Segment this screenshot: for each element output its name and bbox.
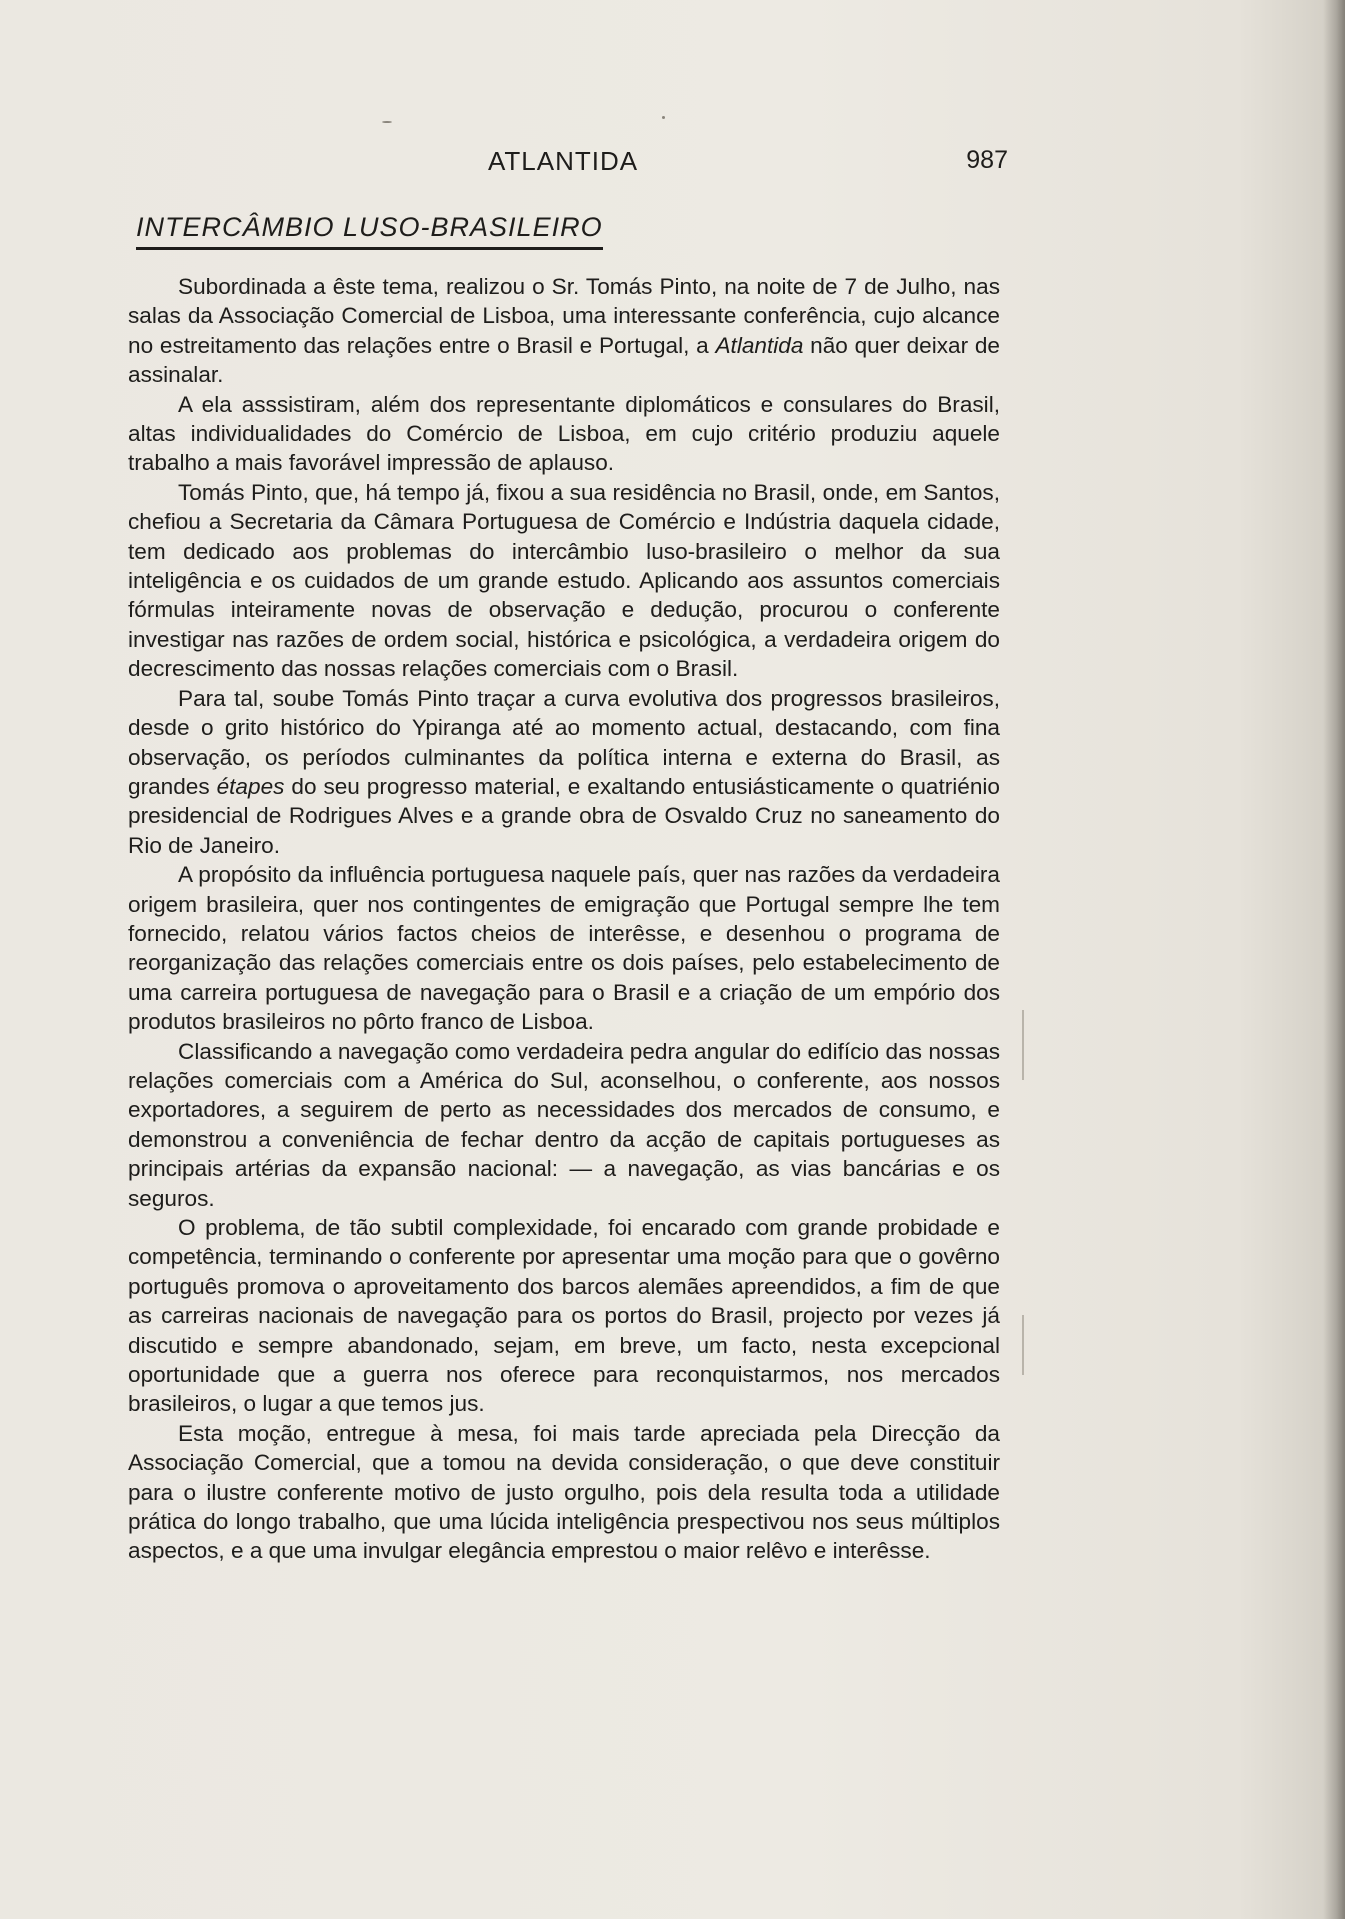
paragraph: A propósito da influência portuguesa naquele país, quer nas razões da verdadeira origem brasileira, quer nos contingentes de emigração que Portugal sempre lhe tem fornecido, relatou vários factos cheios de interêsse, e desenhou o programa de reorganização das relações comerciais entre os dois países, pelo estabelecimento de uma carreira portuguesa de navegação para o Brasil e a criação de um empório dos produtos brasileiros no pôrto franco de Lisboa. [128, 862, 1000, 1035]
print-speck [662, 116, 665, 119]
margin-mark [1022, 1010, 1024, 1080]
paragraph: A ela asssistiram, além dos representante diplomáticos e consulares do Brasil, altas individualidades do Comércio de Lisboa, em cujo critério produziu aquele trabalho a mais favorável impressão de aplauso. [128, 391, 1000, 476]
paragraph: Esta moção, entregue à mesa, foi mais tarde apreciada pela Direcção da Associação Comercial, que a tomou na devida consideração, o que deve constituir para o ilustre conferente motivo de justo orgulho, pois dela resulta toda a utilidade prática do longo trabalho, que uma lúcida inteligência prespectivou nos seus múltiplos aspectos, e a que uma invulgar elegância emprestou o maior relêvo e interêsse. [128, 1420, 1000, 1564]
paragraph: Para tal, soube Tomás Pinto traçar a curva evolutiva dos progressos brasileiros, desde o grito histórico do Ypiranga até ao momento actual, destacando, com fina observação, os períodos culminantes da política interna e externa do Brasil, as grandes étapes do seu progresso material, e exaltando entusiásticamente o quatriénio presidencial de Rodrigues Alves e a grande obra de Osvaldo Cruz no saneamento do Rio de Janeiro. [128, 685, 1000, 858]
paragraph: Tomás Pinto, que, há tempo já, fixou a sua residência no Brasil, onde, em Santos, chefiou a Secretaria da Câmara Portuguesa de Comércio e Indústria daquela cidade, tem dedicado aos problemas do intercâmbio luso-brasileiro o melhor da sua inteligência e os cuidados de um grande estudo. Aplicando aos assuntos comerciais fórmulas inteiramente novas de observação e dedução, procurou o conferente investigar nas razões de ordem social, histórica e psicológica, a verdadeira origem do decrescimento das nossas relações comerciais com o Brasil. [128, 479, 1000, 682]
paragraph: Subordinada a êste tema, realizou o Sr. Tomás Pinto, na noite de 7 de Julho, nas salas da Associação Comercial de Lisboa, uma interessante conferência, cujo alcance no estreitamento das relações entre o Brasil e Portugal, a Atlantida não quer deixar de assinalar. [128, 274, 1000, 388]
page-edge-shadow [1323, 0, 1345, 1919]
emphasized-text: Atlantida [715, 332, 804, 358]
margin-mark [1022, 1315, 1024, 1375]
article-body [128, 272, 1000, 1566]
page-number: 987 [966, 146, 1008, 174]
section-title: INTERCÂMBIO LUSO-BRASILEIRO [136, 212, 603, 250]
paragraph: Classificando a navegação como verdadeira pedra angular do edifício das nossas relações comerciais com a América do Sul, aconselhou, o conferente, aos nossos exportadores, a seguirem de perto as necessidades dos mercados de consumo, e demonstrou a conveniência de fechar dentro da acção de capitais portugueses as principais artérias da expansão nacional: — a navegação, as vias bancárias e os seguros. [128, 1038, 1000, 1211]
print-speck [382, 121, 392, 123]
paragraph: O problema, de tão subtil complexidade, foi encarado com grande probidade e competência, terminando o conferente por apresentar uma moção para que o govêrno português promova o aproveitamento dos barcos alemães apreendidos, a fim de que as carreiras nacionais de navegação para os portos do Brasil, projecto por vezes já discutido e sempre abandonado, sejam, em breve, um facto, nesta excepcional oportunidade que a guerra nos oferece para reconquistarmos, nos mercados brasileiros, o lugar a que temos jus. [128, 1215, 1000, 1417]
page-header [128, 146, 1008, 180]
running-title: ATLANTIDA [488, 146, 639, 176]
emphasized-text: étapes [216, 773, 285, 799]
